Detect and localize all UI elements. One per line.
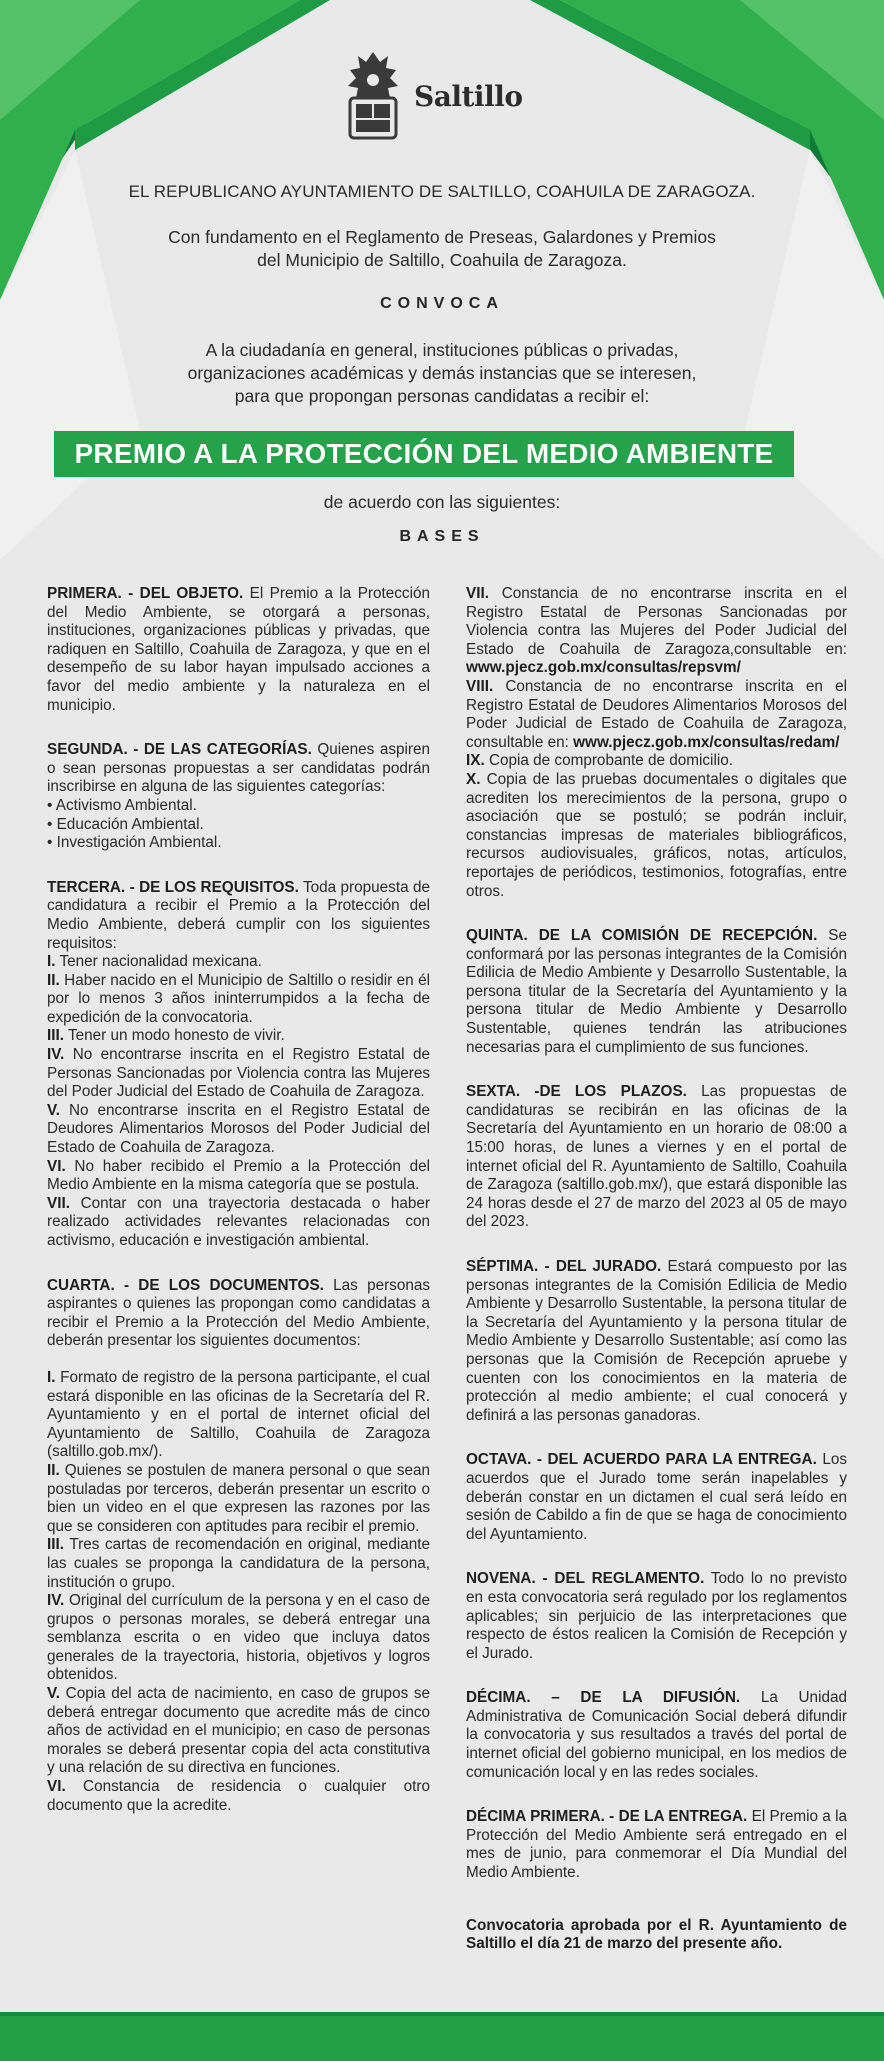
quinta-text: Se conformará por las personas integrantes de la Comisión Edilicia de Medio Ambiente y Desarrollo Sustentable, la persona titular de la Secretaría del Ayuntamiento y la persona titular de Medio Ambiente y Desarrollo Sustentable, quienes tendrán las atribuciones necesarias para el cumplimiento de sus funciones. (466, 927, 847, 1056)
approval-text: Convocatoria aprobada por el R. Ayuntamiento de Saltillo el día 21 de marzo del presente año. (466, 1916, 847, 1953)
bottom-green-stripe (0, 2012, 884, 2061)
requirement-item: VI. No haber recibido el Premio a la Protección del Medio Ambiente en la misma categoría que se postula. (47, 1157, 430, 1194)
tercera-heading: TERCERA. - DE LOS REQUISITOS. (47, 878, 299, 896)
category-item: • Educación Ambiental. (47, 815, 204, 833)
tercera-text: Toda propuesta de candidatura a recibir el Premio a la Protección del Medio Ambiente, deberá cumplir con los siguientes requisitos: (47, 878, 430, 952)
sexta-text: Las propuestas de candidaturas se recibirán en las oficinas de la Secretaría del Ayuntamiento en un horario de 08:00 a 15:00 horas, de lunes a viernes y en el portal de internet oficial del R. Ayuntamiento de Saltillo, Coahuila de Zaragoza (saltillo.gob.mx/), que estará disponible las 24 horas desde el 27 de marzo del 2023 al 05 de mayo del 2023. (466, 1083, 847, 1231)
section-septima (466, 1258, 847, 1425)
document-item: X. Copia de las pruebas documentales o digitales que acrediten los merecimientos de la persona, grupo o asociación que se postuló; se podrán incluir, constancias impresas de materiales bibliográficos, recursos audiovisuales, gráficos, notas, artículos, reportajes de periódicos, testimonios, fotografías, entre otros. (466, 770, 847, 900)
convoca-heading: CONVOCA (380, 295, 504, 312)
left-column (47, 585, 430, 1841)
fundamento-text (0, 226, 884, 272)
section-cuarta (47, 1277, 430, 1816)
section-documents-continued (466, 585, 847, 901)
logo-wordmark: Saltillo (414, 79, 523, 113)
septima-text: Estará compuesto por las personas integrantes de la Comisión Edilicia de Medio Ambiente y Desarrollo Sustentable, la persona titular de la Secretaría del Ayuntamiento y la persona titular de Medio Ambiente y Desarrollo Sustentable; así como las personas que la Comisión de Recepción apruebe y cuenten con los conocimientos en la materia de protección al medio ambiente; el cual conocerá y definirá a las personas ganadoras. (466, 1258, 848, 1424)
audience-text (0, 339, 884, 408)
category-item: • Activismo Ambiental. (47, 796, 197, 814)
document-item: VII. Constancia de no encontrarse inscrita en el Registro Estatal de Personas Sancionadas por Violencia contra las Mujeres del Poder Judicial del Estado de Coahuila de Zaragoza,consultable en: www.pjecz.gob.mx/consultas/repsvm/ (466, 585, 847, 677)
requirement-item: III. Tener un modo honesto de vivir. (47, 1027, 285, 1045)
coat-of-arms-icon (338, 48, 408, 144)
sexta-heading: SEXTA. -DE LOS PLAZOS. (466, 1083, 687, 1101)
fundamento-line-2: del Municipio de Saltillo, Coahuila de Zaragoza. (257, 250, 627, 270)
bases-heading: BASES (399, 528, 485, 545)
primera-heading: PRIMERA. - DEL OBJETO. (47, 585, 244, 602)
audience-line-1: A la ciudadanía en general, instituciones públicas o privadas, (205, 340, 679, 360)
fundamento-line-1: Con fundamento en el Reglamento de Preseas, Galardones y Premios (168, 227, 716, 247)
section-decima-primera (466, 1808, 847, 1882)
requirement-item: VII. Contar con una trayectoria destacada o haber realizado actividades relevantes relacionadas con activismo, educación e investigación ambiental. (47, 1194, 430, 1249)
section-quinta (466, 927, 847, 1057)
ayuntamiento-heading: EL REPUBLICANO AYUNTAMIENTO DE SALTILLO, COAHUILA DE ZARAGOZA. (128, 182, 756, 201)
document-item: VIII. Constancia de no encontrarse inscrita en el Registro Estatal de Deudores Alimentarios Morosos del Poder Judicial de Estado de Coahuila de Zaragoza, consultable en: www.pjecz.gob.mx/consultas/redam/ (466, 677, 847, 751)
bottom-green-stripe-shade (0, 2012, 884, 2016)
document-item: II. Quienes se postulen de manera personal o que sean postuladas por terceros, deberán presentar un escrito o bien un video en el que expresen las razones por las que se consideren con aptitudes para recibir el premio. (47, 1461, 430, 1535)
octava-text: Los acuerdos que el Jurado tome serán inapelables y deberán constar en un dictamen el cual será leído en sesión de Cabildo a fin de que se haga de conocimiento del Ayuntamiento. (466, 1451, 847, 1543)
document-item: V. Copia del acta de nacimiento, en caso de grupos se deberá entregar documento que acredite más de cinco años de actividad en el municipio; en caso de personas morales se deberá presentar copia del acta constitutiva y una relación de su directiva en funciones. (47, 1685, 430, 1777)
primera-text: El Premio a la Protección del Medio Ambiente, se otorgará a personas, instituciones, organizaciones públicas y privadas, que radiquen en Saltillo, Coahuila de Zaragoza, y que en el desempeño de su labor hayan impulsado acciones a favor del medio ambiente y la naturaleza en el municipio. (47, 585, 430, 714)
cuarta-heading: CUARTA. - DE LOS DOCUMENTOS. (47, 1276, 324, 1294)
document-item: III. Tres cartas de recomendación en original, mediante las cuales se proponga la candidatura de la persona, institución o grupo. (47, 1536, 430, 1591)
right-column (466, 585, 847, 1980)
document-item: VI. Constancia de residencia o cualquier otro documento que la acredite. (47, 1778, 430, 1814)
approval-note (466, 1917, 847, 1954)
category-item: • Investigación Ambiental. (47, 834, 222, 852)
decima-primera-text: El Premio a la Protección del Medio Ambiente será entregado en el mes de junio, para conmemorar el Día Mundial del Medio Ambiente. (466, 1808, 848, 1882)
segunda-heading: SEGUNDA. - DE LAS CATEGORÍAS. (47, 741, 312, 759)
requirement-item: II. Haber nacido en el Municipio de Saltillo o residir en él por lo menos 3 años ininterrumpidos a la fecha de expedición de la convocatoria. (47, 971, 430, 1026)
section-novena (466, 1570, 847, 1663)
award-title: PREMIO A LA PROTECCIÓN DEL MEDIO AMBIENTE (74, 438, 774, 469)
document-item: I. Formato de registro de la persona participante, el cual estará disponible en las oficinas de la Secretaría del R. Ayuntamiento y en el portal de internet oficial del Ayuntamiento de Saltillo, Coahuila de Zaragoza (saltillo.gob.mx/). (47, 1368, 430, 1461)
saltillo-logo (338, 48, 558, 144)
section-octava (466, 1451, 847, 1544)
requirement-item: I. Tener nacionalidad mexicana. (47, 953, 262, 971)
section-primera (47, 585, 430, 715)
novena-text: Todo lo no previsto en esta convocatoria será regulado por los reglamentos aplicables; sin perjuicio de las interpretaciones que respecto de éstos realicen la Comisión de Recepción y el Jurado. (466, 1570, 847, 1662)
cuarta-text: Las personas aspirantes o quienes las propongan como candidatas a recibir el Premio a la Protección del Medio Ambiente, deberán presentar los siguientes documentos: (47, 1276, 431, 1350)
decima-primera-heading: DÉCIMA PRIMERA. - DE LA ENTREGA. (466, 1808, 748, 1826)
section-sexta (466, 1083, 847, 1232)
section-segunda (47, 741, 430, 853)
decima-heading: DÉCIMA. – DE LA DIFUSIÓN. (466, 1689, 741, 1707)
segunda-text: Quienes aspiren o sean personas propuestas a ser candidatas podrán inscribirse en alguna de las siguientes categorías: (47, 741, 430, 796)
section-decima (466, 1689, 847, 1782)
acuerdo-text: de acuerdo con las siguientes: (323, 492, 561, 512)
document-item: IV. Original del currículum de la persona y en el caso de grupos o personas morales, se deberá entregar una semblanza escrita o en video que incluya datos generales de la trayectoria, historia, objetivos y logros obtenidos. (47, 1592, 430, 1684)
audience-line-3: para que propongan personas candidatas a recibir el: (234, 386, 650, 406)
quinta-heading: QUINTA. DE LA COMISIÓN DE RECEPCIÓN. (466, 927, 818, 945)
novena-heading: NOVENA. - DEL REGLAMENTO. (466, 1570, 705, 1588)
decima-text: La Unidad Administrativa de Comunicación Social deberá difundir la convocatoria y sus resultados a través del portal de internet oficial del gobierno municipal, en los medios de comunicación local y en las redes sociales. (466, 1689, 847, 1781)
award-title-banner (54, 431, 794, 477)
octava-heading: OCTAVA. - DEL ACUERDO PARA LA ENTREGA. (466, 1451, 817, 1469)
document-item: IX. Copia de comprobante de domicilio. (466, 752, 733, 770)
repsvm-link[interactable]: www.pjecz.gob.mx/consultas/repsvm/ (466, 659, 741, 677)
requirement-item: V. No encontrarse inscrita en el Registro Estatal de Deudores Alimentarios Morosos del Poder Judicial del Estado de Coahuila de Zaragoza. (47, 1101, 430, 1157)
redam-link[interactable]: www.pjecz.gob.mx/consultas/redam/ (573, 733, 840, 751)
septima-heading: SÉPTIMA. - DEL JURADO. (466, 1258, 662, 1275)
section-tercera (47, 879, 430, 1251)
requirement-item: IV. No encontrarse inscrita en el Registro Estatal de Personas Sancionadas por Violencia contra las Mujeres del Poder Judicial del Estado de Coahuila de Zaragoza. (47, 1046, 430, 1101)
audience-line-2: organizaciones académicas y demás instancias que se interesen, (187, 363, 697, 383)
